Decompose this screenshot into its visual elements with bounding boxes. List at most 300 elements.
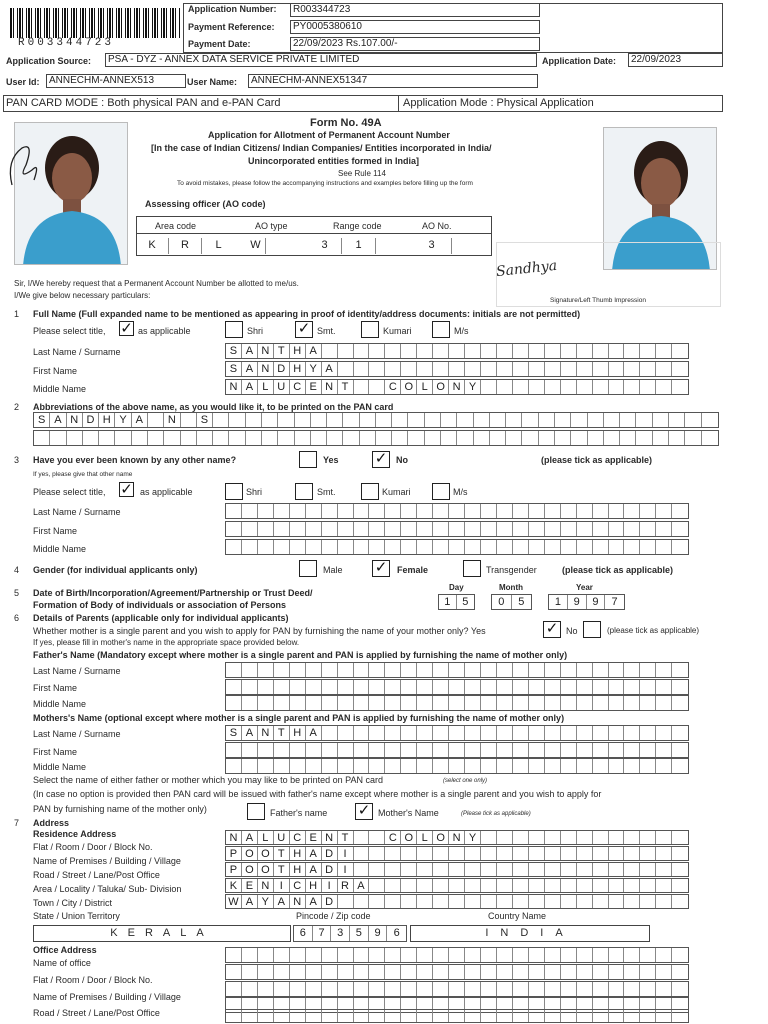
grid-cell <box>529 895 545 908</box>
grid-cell: S <box>226 344 242 358</box>
grid-cell: E <box>306 831 322 844</box>
grid-cell <box>226 663 242 677</box>
grid-cell <box>529 680 545 694</box>
addr-area-grid[interactable] <box>225 878 689 893</box>
s6-yes-checkbox[interactable]: ✓ <box>543 621 561 638</box>
s6-m-last-label: Last Name / Surname <box>33 729 121 739</box>
grid-cell <box>417 847 433 860</box>
grid-cell <box>529 759 545 773</box>
grid-cell <box>295 431 311 445</box>
grid-cell <box>401 362 417 376</box>
s4-female-checkbox[interactable]: ✓ <box>372 560 390 577</box>
dob-digit: 0 <box>492 595 512 609</box>
username: ANNECHM-ANNEX51347 <box>248 74 538 88</box>
grid-cell <box>290 965 306 979</box>
grid-cell <box>561 663 577 677</box>
grid-cell <box>624 965 640 979</box>
grid-cell <box>449 362 465 376</box>
grid-cell: N <box>258 362 274 376</box>
grid-cell <box>529 362 545 376</box>
addr-prem-grid[interactable] <box>225 846 689 861</box>
grid-cell <box>465 696 481 710</box>
grid-cell <box>481 726 497 740</box>
grid-cell: D <box>322 895 338 908</box>
grid-cell <box>609 1010 625 1022</box>
grid-cell <box>369 380 385 394</box>
grid-cell <box>274 540 290 554</box>
grid-cell <box>242 1010 258 1022</box>
grid-cell <box>624 504 640 518</box>
grid-cell <box>385 504 401 518</box>
grid-cell <box>593 948 609 962</box>
s3-last-grid[interactable] <box>225 503 689 519</box>
pan-mode: PAN CARD MODE : Both physical PAN and e-PAN Card <box>6 97 281 109</box>
sig-label: Signature/Left Thumb Impression <box>550 297 646 304</box>
grid-cell <box>385 540 401 554</box>
s3-middle-grid[interactable] <box>225 539 689 555</box>
grid-cell: A <box>274 895 290 908</box>
grid-cell <box>640 663 656 677</box>
grid-cell <box>497 831 513 844</box>
grid-cell <box>354 540 370 554</box>
addr-road-grid[interactable] <box>225 862 689 877</box>
grid-cell <box>481 344 497 358</box>
grid-cell <box>561 982 577 996</box>
grid-cell <box>369 948 385 962</box>
grid-cell <box>229 413 245 427</box>
grid-cell <box>290 540 306 554</box>
grid-cell <box>360 431 376 445</box>
grid-cell <box>481 362 497 376</box>
grid-cell <box>306 965 322 979</box>
grid-cell <box>401 522 417 536</box>
grid-cell: H <box>290 863 306 876</box>
s6-f-first-label: First Name <box>33 683 78 693</box>
grid-cell: N <box>258 879 274 892</box>
grid-cell <box>561 895 577 908</box>
grid-cell <box>604 413 620 427</box>
s1-last-grid[interactable] <box>225 343 689 359</box>
grid-cell: A <box>242 831 258 844</box>
grid-cell <box>640 863 656 876</box>
grid-cell <box>338 965 354 979</box>
grid-cell: I <box>322 879 338 892</box>
grid-cell: H <box>290 362 306 376</box>
grid-cell <box>354 948 370 962</box>
father-opt-checkbox[interactable] <box>247 803 265 820</box>
grid-cell <box>306 522 322 536</box>
app-date-label: Application Date: <box>542 56 617 66</box>
s3-applicable-check[interactable]: ✓ <box>120 481 133 498</box>
grid-cell <box>640 696 656 710</box>
s1-shri: Shri <box>247 326 264 336</box>
s3-kumari-checkbox[interactable] <box>361 483 379 500</box>
grid-cell <box>513 982 529 996</box>
s6-incase2: PAN by furnishing name of the mother only) <box>33 804 207 814</box>
grid-cell: T <box>338 831 354 844</box>
grid-cell <box>497 663 513 677</box>
grid-cell <box>338 982 354 996</box>
grid-cell <box>401 879 417 892</box>
father-first-grid[interactable] <box>225 679 689 695</box>
grid-cell <box>609 380 625 394</box>
form-title: Form No. 49A <box>310 117 382 129</box>
grid-cell <box>226 696 242 710</box>
grid-cell: L <box>417 831 433 844</box>
s1-shri-checkbox[interactable] <box>225 321 243 338</box>
s3-select: Please select title, <box>33 487 106 497</box>
grid-cell <box>561 1010 577 1022</box>
addr-town-grid[interactable] <box>225 894 689 909</box>
s3-shri-checkbox[interactable] <box>225 483 243 500</box>
grid-cell <box>481 522 497 536</box>
grid-cell <box>369 982 385 996</box>
barcode-text: R003344723 <box>18 37 115 49</box>
grid-cell <box>656 696 672 710</box>
grid-cell <box>311 431 327 445</box>
ao-range-grid <box>308 238 412 254</box>
grid-cell <box>258 759 274 773</box>
grid-cell <box>290 948 306 962</box>
grid-cell <box>513 344 529 358</box>
grid-cell: C <box>385 380 401 394</box>
grid-cell <box>433 696 449 710</box>
grid-cell <box>242 759 258 773</box>
grid-cell <box>529 696 545 710</box>
ao-type-cell: W <box>246 238 266 254</box>
s3-no-checkbox[interactable]: ✓ <box>372 451 390 468</box>
grid-cell <box>433 726 449 740</box>
s1-ms-checkbox[interactable] <box>432 321 450 338</box>
grid-cell <box>609 863 625 876</box>
grid-cell <box>481 696 497 710</box>
father-middle-grid[interactable] <box>225 695 689 711</box>
ao-area-grid <box>136 238 246 254</box>
ao-head-type: AO type <box>255 221 288 231</box>
s1-ms: M/s <box>454 326 469 336</box>
s3-smt-checkbox[interactable] <box>295 483 313 500</box>
office-name-grid-1[interactable] <box>225 947 689 963</box>
grid-cell <box>497 362 513 376</box>
grid-cell <box>656 540 672 554</box>
grid-cell <box>481 831 497 844</box>
grid-cell <box>417 895 433 908</box>
grid-cell <box>513 540 529 554</box>
ao-title: Assessing officer (AO code) <box>145 199 266 209</box>
s1-first-grid[interactable] <box>225 361 689 377</box>
grid-cell: P <box>226 847 242 860</box>
grid-cell <box>34 431 50 445</box>
office-name-grid-2[interactable] <box>225 964 689 980</box>
grid-cell <box>593 663 609 677</box>
grid-cell <box>624 726 640 740</box>
ao-area-cell: L <box>215 239 222 251</box>
grid-cell <box>577 948 593 962</box>
s4-male-checkbox[interactable] <box>299 560 317 577</box>
grid-cell <box>561 380 577 394</box>
grid-cell <box>497 982 513 996</box>
grid-cell <box>481 965 497 979</box>
grid-cell <box>258 540 274 554</box>
mother-first-grid[interactable] <box>225 742 689 758</box>
grid-cell: P <box>226 863 242 876</box>
grid-cell <box>513 831 529 844</box>
grid-cell <box>672 863 688 876</box>
dob-year[interactable] <box>548 594 625 610</box>
s7-state-label: State / Union Territory <box>33 911 120 921</box>
grid-cell <box>354 847 370 860</box>
grid-cell <box>640 362 656 376</box>
grid-cell: A <box>306 863 322 876</box>
grid-cell <box>457 431 473 445</box>
pay-ref: PY0005380610 <box>290 20 540 34</box>
grid-cell <box>385 696 401 710</box>
grid-cell <box>609 344 625 358</box>
father-last-grid[interactable] <box>225 662 689 678</box>
grid-cell: D <box>83 413 99 427</box>
grid-cell <box>609 540 625 554</box>
grid-cell: O <box>242 863 258 876</box>
grid-cell <box>290 663 306 677</box>
grid-cell <box>555 413 571 427</box>
grid-cell <box>640 965 656 979</box>
mode-divider <box>398 95 399 112</box>
grid-cell <box>306 696 322 710</box>
s3-first-grid[interactable] <box>225 521 689 537</box>
grid-cell <box>369 831 385 844</box>
grid-cell <box>369 680 385 694</box>
grid-cell: Y <box>465 380 481 394</box>
grid-cell <box>417 680 433 694</box>
grid-cell <box>624 1010 640 1022</box>
grid-cell <box>529 982 545 996</box>
grid-cell <box>369 965 385 979</box>
grid-cell <box>385 726 401 740</box>
grid-cell <box>656 965 672 979</box>
grid-cell <box>449 540 465 554</box>
grid-cell: A <box>322 362 338 376</box>
grid-cell <box>369 540 385 554</box>
form-subtitle: Application for Allotment of Permanent Account Number <box>208 130 450 140</box>
mother-middle-grid[interactable] <box>225 758 689 774</box>
grid-cell <box>577 504 593 518</box>
mother-last-grid[interactable] <box>225 725 689 741</box>
grid-cell <box>449 743 465 757</box>
s7-num: 7 <box>14 818 20 828</box>
grid-cell <box>226 759 242 773</box>
grid-cell <box>609 831 625 844</box>
grid-cell <box>497 895 513 908</box>
grid-cell <box>545 680 561 694</box>
s1-kumari-checkbox[interactable] <box>361 321 379 338</box>
office-road-grid[interactable] <box>225 1009 689 1023</box>
grid-cell <box>385 965 401 979</box>
form-rule: See Rule 114 <box>338 169 386 178</box>
grid-cell <box>577 863 593 876</box>
grid-cell <box>274 965 290 979</box>
grid-cell <box>322 965 338 979</box>
s7-flat-label: Flat / Room / Door / Block No. <box>33 842 153 852</box>
grid-cell <box>624 522 640 536</box>
grid-cell <box>593 847 609 860</box>
state-field[interactable] <box>33 925 291 942</box>
grid-cell <box>354 344 370 358</box>
grid-cell <box>226 982 242 996</box>
grid-cell: O <box>433 831 449 844</box>
grid-cell: S <box>197 413 213 427</box>
grid-cell <box>449 879 465 892</box>
grid-cell <box>369 696 385 710</box>
s2-title: Abbreviations of the above name, as you would like it, to be printed on the PAN card <box>33 402 394 412</box>
grid-cell <box>449 965 465 979</box>
grid-cell <box>433 504 449 518</box>
grid-cell <box>322 540 338 554</box>
grid-cell <box>497 863 513 876</box>
grid-cell <box>417 726 433 740</box>
grid-cell <box>213 413 229 427</box>
mother-opt-checkbox[interactable]: ✓ <box>355 803 373 820</box>
s1-num: 1 <box>14 309 20 319</box>
grid-cell <box>656 344 672 358</box>
pay-ref-label: Payment Reference: <box>188 22 275 32</box>
sir-text: Sir, I/We hereby request that a Permanent Account Number be allotted to me/us. <box>14 279 299 288</box>
grid-cell <box>609 504 625 518</box>
grid-cell <box>425 431 441 445</box>
app-mode: Application Mode : Physical Application <box>403 97 594 109</box>
grid-cell <box>497 696 513 710</box>
grid-cell <box>417 948 433 962</box>
grid-cell <box>624 743 640 757</box>
grid-cell <box>497 504 513 518</box>
s7-area-label: Area / Locality / Taluka/ Sub- Division <box>33 884 182 894</box>
s6-select: Select the name of either father or mother which you may like to be printed on PAN card <box>33 775 384 785</box>
s6-l3: If yes, please fill in mother's name in the appropriate space provided below. <box>33 638 300 647</box>
grid-cell <box>338 504 354 518</box>
grid-cell <box>561 759 577 773</box>
ao-type-cell-empty <box>266 238 306 254</box>
grid-cell <box>274 522 290 536</box>
grid-cell <box>274 663 290 677</box>
s2-abbr-grid-2[interactable] <box>33 430 719 446</box>
office-flat-grid[interactable] <box>225 981 689 997</box>
pin-grid[interactable] <box>293 925 407 942</box>
dob-month[interactable] <box>491 594 532 610</box>
userid-label: User Id: <box>6 77 40 87</box>
grid-cell <box>449 680 465 694</box>
grid-cell <box>656 847 672 860</box>
s2-abbr-grid-1[interactable] <box>33 412 719 428</box>
s1-smt-checkbox[interactable]: ✓ <box>295 321 313 338</box>
grid-cell <box>181 431 197 445</box>
grid-cell <box>609 948 625 962</box>
grid-cell <box>401 743 417 757</box>
grid-cell <box>506 413 522 427</box>
country-field[interactable] <box>410 925 650 942</box>
grid-cell <box>226 680 242 694</box>
grid-cell <box>656 863 672 876</box>
grid-cell <box>369 663 385 677</box>
grid-cell: N <box>164 413 180 427</box>
grid-cell <box>274 948 290 962</box>
s1-middle-grid[interactable] <box>225 379 689 395</box>
grid-cell: H <box>306 879 322 892</box>
dob-digit: 9 <box>568 595 587 609</box>
s3-tick: (please tick as applicable) <box>541 455 653 465</box>
grid-cell <box>306 982 322 996</box>
grid-cell <box>401 504 417 518</box>
grid-cell <box>67 431 83 445</box>
grid-cell <box>490 413 506 427</box>
grid-cell: A <box>132 413 148 427</box>
grid-cell <box>656 380 672 394</box>
grid-cell: A <box>50 413 66 427</box>
grid-cell: C <box>290 879 306 892</box>
grid-cell <box>148 431 164 445</box>
grid-cell <box>226 743 242 757</box>
grid-cell <box>343 413 359 427</box>
s6-select-small: (select one only) <box>443 778 488 784</box>
grid-cell <box>433 847 449 860</box>
s6-please: (Please tick as applicable) <box>461 811 531 817</box>
grid-cell <box>672 1010 688 1022</box>
grid-cell <box>672 522 688 536</box>
grid-cell <box>497 540 513 554</box>
grid-cell <box>640 895 656 908</box>
grid-cell <box>226 504 242 518</box>
grid-cell <box>433 965 449 979</box>
grid-cell <box>481 879 497 892</box>
grid-cell: A <box>354 879 370 892</box>
dob-digit: 1 <box>549 595 568 609</box>
s4-trans-checkbox[interactable] <box>463 560 481 577</box>
grid-cell <box>545 895 561 908</box>
s1-applicable-check[interactable]: ✓ <box>120 320 133 337</box>
grid-cell <box>593 831 609 844</box>
s3-title: Have you ever been known by any other name? <box>33 455 237 465</box>
grid-cell <box>369 743 385 757</box>
grid-cell <box>338 895 354 908</box>
s6-m-middle-label: Middle Name <box>33 762 87 772</box>
grid-cell <box>561 680 577 694</box>
grid-cell <box>417 540 433 554</box>
grid-cell <box>258 663 274 677</box>
addr-flat-grid[interactable] <box>225 830 689 845</box>
grid-cell <box>513 965 529 979</box>
grid-cell <box>449 504 465 518</box>
s3-yes-checkbox[interactable] <box>299 451 317 468</box>
grid-cell <box>322 522 338 536</box>
grid-cell <box>497 726 513 740</box>
grid-cell <box>369 522 385 536</box>
grid-cell <box>513 847 529 860</box>
grid-cell <box>545 380 561 394</box>
grid-cell <box>609 663 625 677</box>
s3-ms-checkbox[interactable] <box>432 483 450 500</box>
grid-cell <box>545 504 561 518</box>
grid-cell <box>481 743 497 757</box>
grid-cell <box>401 680 417 694</box>
grid-cell <box>593 879 609 892</box>
grid-cell <box>338 522 354 536</box>
grid-cell <box>545 948 561 962</box>
grid-cell <box>441 431 457 445</box>
grid-cell <box>577 344 593 358</box>
dob-day[interactable] <box>438 594 475 610</box>
s6-no-checkbox[interactable] <box>583 621 601 638</box>
grid-cell <box>258 965 274 979</box>
pin-digit: 3 <box>331 926 350 941</box>
grid-cell <box>640 726 656 740</box>
